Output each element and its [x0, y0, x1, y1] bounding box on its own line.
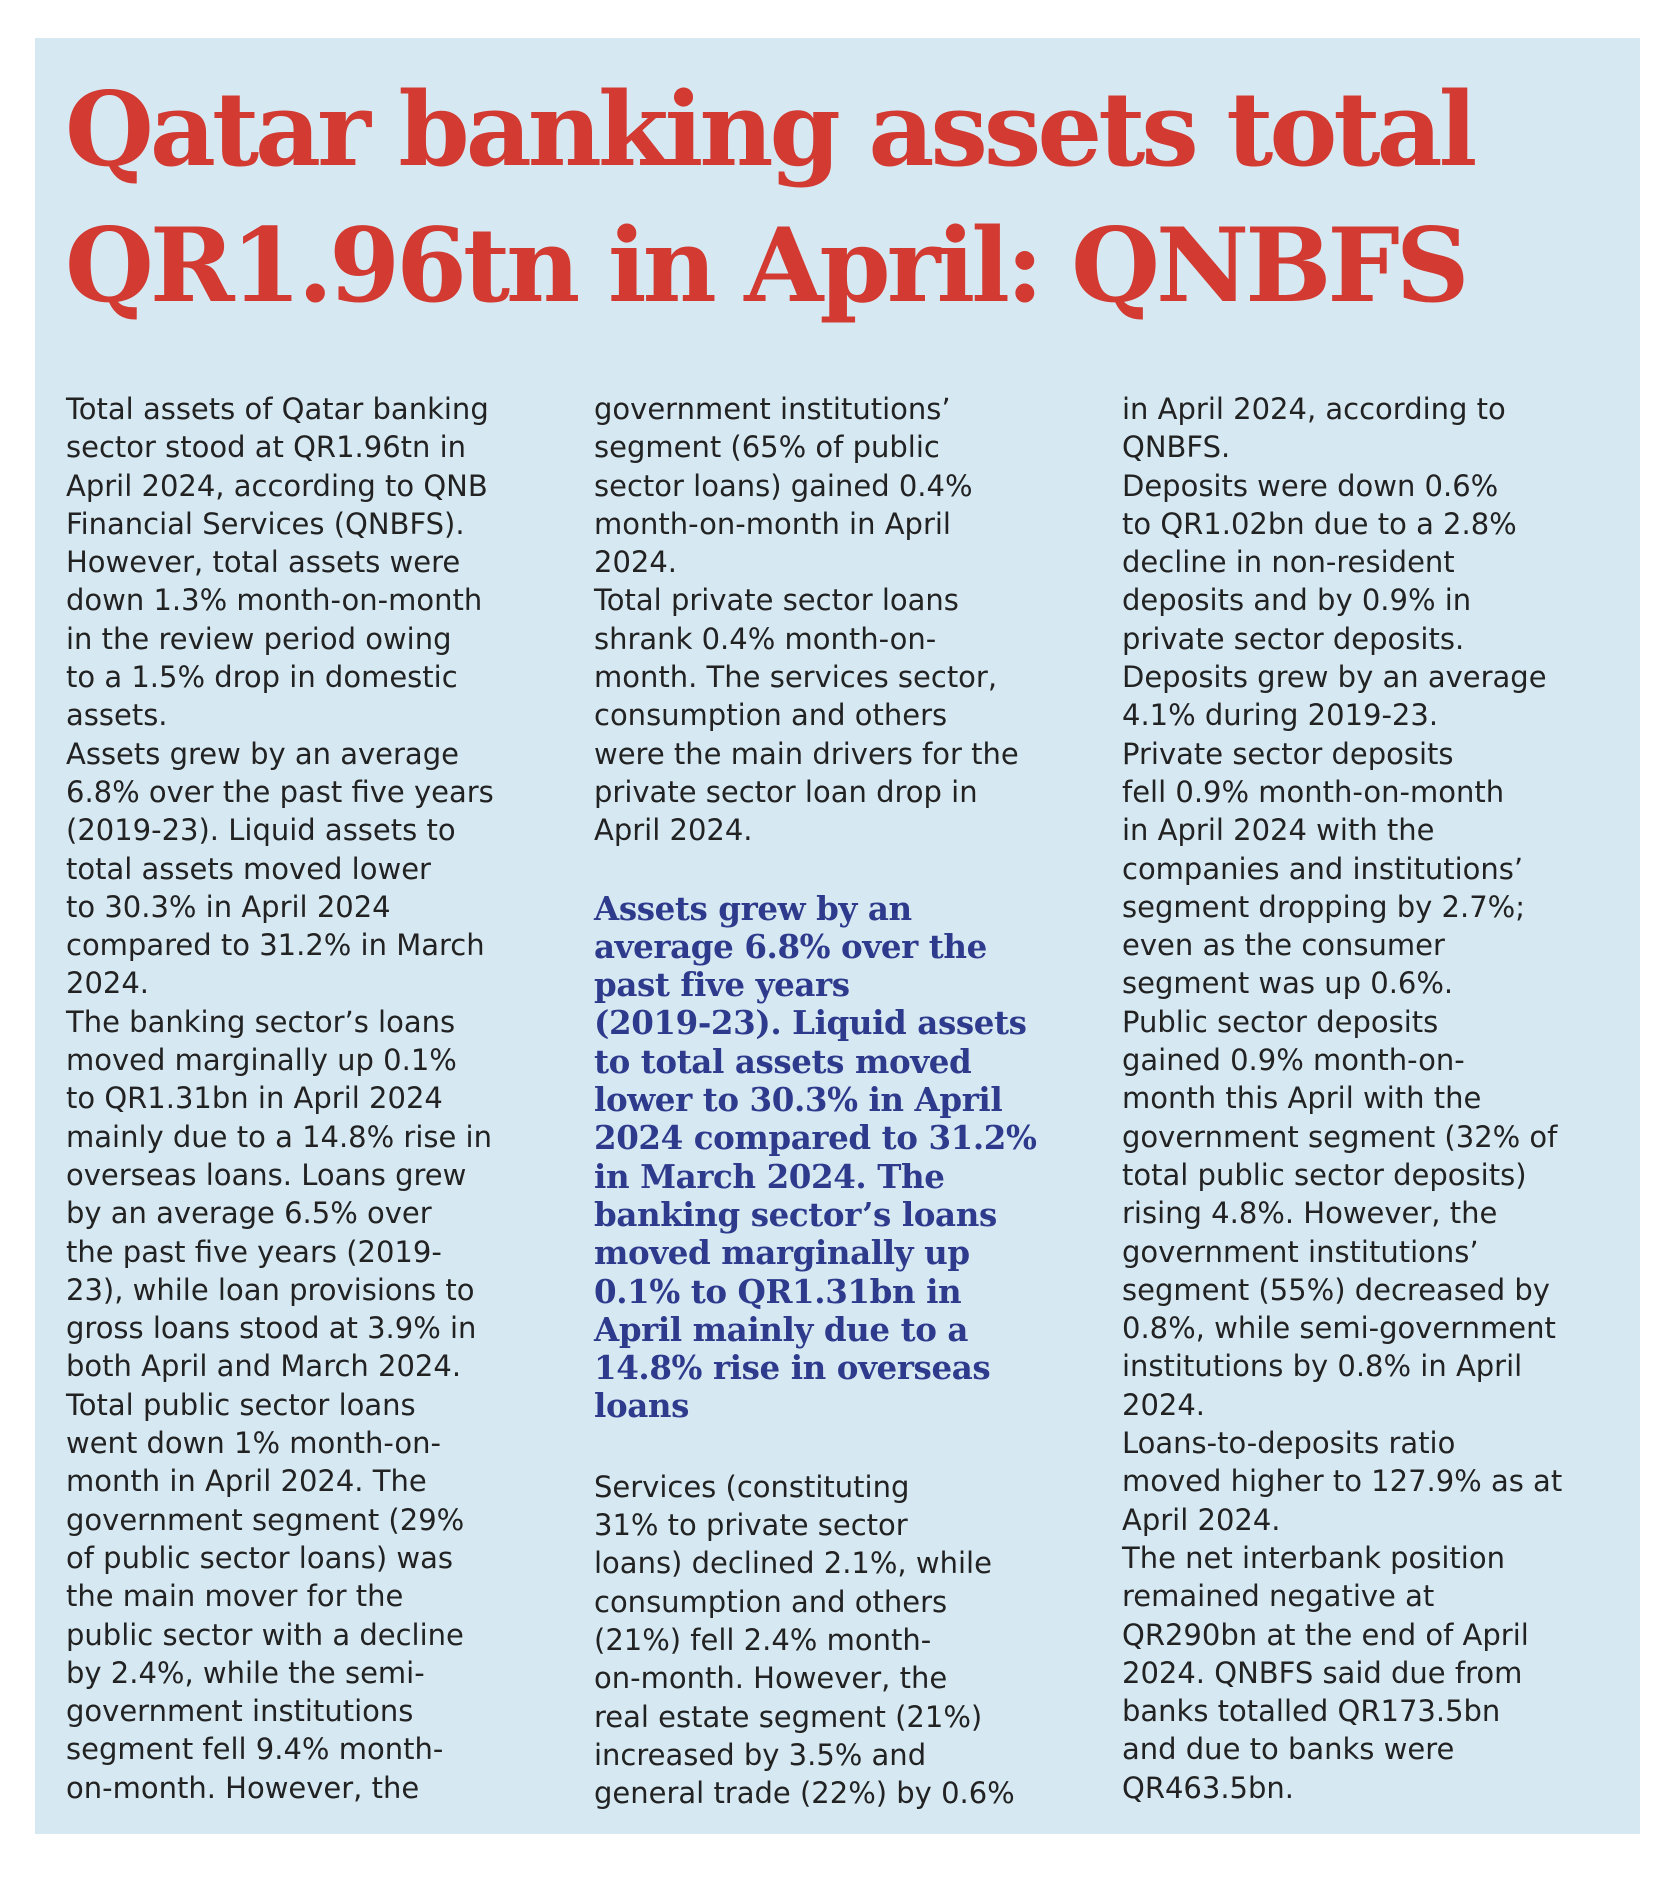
headline-line-2: QR1.96tn in April: QNBFS [65, 206, 1466, 326]
paragraph: Total assets of Qatar banking sector stood at QR1.96tn in April 2024, according to QNB Financial Services (QNBFS). [66, 392, 489, 541]
headline [65, 62, 1625, 334]
paragraph: Total private sector loans shrank 0.4% month-on- month. The services sector, consumption and others were the main drivers for the private sector loan drop in April 2024. [594, 583, 1019, 848]
paragraph: However, total assets were down 1.3% month-on-month in the review period owing to a 1.5% drop in domestic assets. [66, 545, 483, 733]
pull-quote: Assets grew by an average 6.8% over the past five years (2019-23). Liquid assets to total assets moved lower to 30.3% in April 2024 compared to 31.2% in March 2024. The banking sector’s loans moved marginally up 0.1% to QR1.31bn in April mainly due to a 14.8% rise in overseas loans [594, 888, 1037, 1426]
paragraph: Deposits were down 0.6% to QR1.02bn due to a 2.8% decline in non-resident deposits and by 0.9% in private sector deposits. [1122, 468, 1517, 656]
paragraph: Assets grew by an average 6.8% over the past five years (2019-23). Liquid assets to total assets moved lower to 30.3% in April 2024 compared to 31.2% in March 2024. [66, 736, 494, 1001]
column-2 [594, 390, 1094, 1812]
paragraph: in April 2024, according to QNBFS. [1122, 392, 1506, 465]
column-3 [1122, 390, 1622, 1807]
column-1 [66, 390, 566, 1807]
paragraph: Deposits grew by an average 4.1% during 2019-23. [1122, 660, 1547, 733]
paragraph: Public sector deposits gained 0.9% month-on- month this April with the government segment (32% of total public sector deposits) rising 4.8%. However, the government institutions’ segment (55%) decreased by 0.8%, while semi-government institutions by 0.8% in April 2024. [1122, 1004, 1558, 1422]
paragraph: Private sector deposits fell 0.9% month-on-month in April 2024 with the companies and institutions’ segment dropping by 2.7%; even as the consumer segment was up 0.6%. [1122, 736, 1525, 1001]
paragraph: Total public sector loans went down 1% month-on- month in April 2024. The government segment (29% of public sector loans) was the main mover for the public sector with a decline by 2.4%, while the semi- government institutions segment fell 9.4% month- on-month. However, the [66, 1387, 465, 1805]
headline-line-1: Qatar banking assets total [65, 70, 1474, 190]
paragraph: The net interbank position remained negative at QR290bn at the end of April 2024. QNBFS said due from banks totalled QR173.5bn and due to banks were QR463.5bn. [1122, 1540, 1529, 1805]
paragraph: Loans-to-deposits ratio moved higher to 127.9% as at April 2024. [1122, 1426, 1563, 1537]
paragraph: The banking sector’s loans moved marginally up 0.1% to QR1.31bn in April 2024 mainly due to a 14.8% rise in overseas loans. Loans grew by an average 6.5% over the past five years (2019- 23), while loan provisions to gross loans stood at 3.9% in both April and March 2024. [66, 1004, 492, 1384]
paragraph: Services (constituting 31% to private sector loans) declined 2.1%, while consumption and others (21%) fell 2.4% month- on-month. However, the real estate segment (21%) increased by 3.5% and general trade (22%) by 0.6% [594, 1469, 1015, 1811]
paragraph: government institutions’ segment (65% of public sector loans) gained 0.4% month-on-month in April 2024. [594, 392, 973, 580]
article-panel [35, 38, 1640, 1834]
